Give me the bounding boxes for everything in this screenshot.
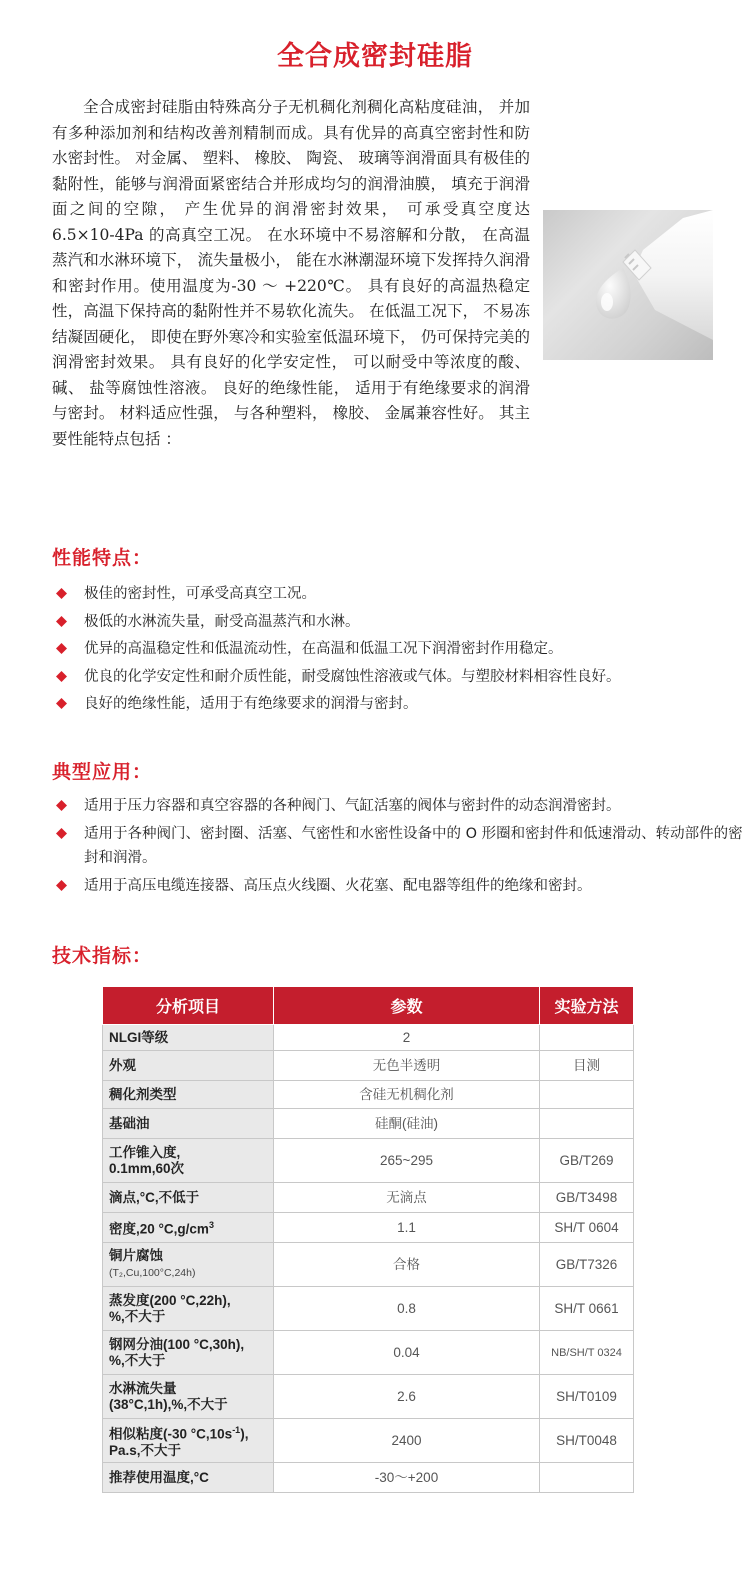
list-item: 良好的绝缘性能，适用于有绝缘要求的润滑与密封。 <box>52 692 747 717</box>
table-row: 密度,20 $^\circ C,g/cm^3$ 1.1 SH/T 0604 <box>103 1213 634 1243</box>
list-item: 适用于高压电缆连接器、高压点火线圈、火花塞、配电器等组件的绝缘和密封。 <box>52 874 747 899</box>
list-item: 适用于各种阀门、密封圈、活塞、气密性和水密性设备中的 O 形圈和密封件和低速滑动、转动部件的密封和润滑。 <box>52 822 747 871</box>
list-item: 极低的水淋流失量，耐受高温蒸汽和水淋。 <box>52 610 747 635</box>
page-title: 全合成密封硅脂 <box>277 41 473 72</box>
column-header: 参数 <box>274 987 540 1025</box>
diamond-bullet-icon <box>56 828 67 839</box>
list-item: 优异的高温稳定性和低温流动性，在高温和低温工况下润滑密封作用稳定。 <box>52 637 747 662</box>
table-row: 铜片腐蚀 (T₂,Cu,100°C,24h) 合格 GB/T7326 <box>103 1243 634 1287</box>
table-row: 水淋流失量 (38°C,1h),%,不大于 2.6 SH/T0109 <box>103 1375 634 1419</box>
intro-paragraph: 全合成密封硅脂由特殊高分子无机稠化剂稠化高粘度硅油， 并加有多种添加剂和结构改善剂精制而成。具有优异的高真空密封性和防水密封性。 对金属、 塑料、 橡胶、 陶瓷、 玻璃等润滑面具有极佳的黏附性，能够与润滑面紧密结合并形成均匀的润滑油膜， 填充于润滑面之间的空隙， 产生优异的润滑密封效果， 可承受真空度达 6.5×10-4Pa 的高真空工况。 在水环境中不易溶解和分散， 在高温蒸汽和水淋环境下， 流失量极小， 能在水淋潮湿环境下发挥持久润滑和密封作用。使用温度为-30 ～ +220℃。 具有良好的高温热稳定性，高温下保持高的黏附性并不易软化流失。 在低温工况下， 不易冻结凝固硬化， 即使在野外寒冷和实验室低温环境下， 仍可保持完美的润滑密封效果。 具有良好的化学安定性， 可以耐受中等浓度的酸、 碱、 盐等腐蚀性溶液。 良好的绝缘性能， 适用于有绝缘要求的润滑与密封。 材料适应性强， 与各种塑料， 橡胶、 金属兼容性好。 其主要性能特点包括 ： <box>52 98 530 448</box>
diamond-bullet-icon <box>56 800 67 811</box>
list-item: 优良的化学安定性和耐介质性能，耐受腐蚀性溶液或气体。与塑胶材料相容性良好。 <box>52 665 747 690</box>
features-heading: 性能特点： <box>52 547 153 569</box>
table-row: 工作锥入度, 0.1mm,60次 265~295 GB/T269 <box>103 1139 634 1183</box>
applications-list <box>52 794 747 901</box>
table-header-row <box>103 987 634 1025</box>
specs-heading: 技术指标： <box>52 945 153 967</box>
list-item: 极佳的密封性，可承受高真空工况。 <box>52 582 747 607</box>
diamond-bullet-icon <box>56 588 67 599</box>
spec-table <box>102 986 634 1493</box>
features-list <box>52 582 747 720</box>
table-row: NLGI等级 2 <box>103 1025 634 1051</box>
diamond-bullet-icon <box>56 880 67 891</box>
column-header: 实验方法 <box>540 987 634 1025</box>
table-row: 钢网分油(100 °C,30h), %,不大于 0.04 NB/SH/T 0324 <box>103 1331 634 1375</box>
table-row: 外观 无色半透明 目测 <box>103 1051 634 1081</box>
table-row: 推荐使用温度,°C -30～+200 <box>103 1463 634 1493</box>
table-row: 蒸发度(200 °C,22h), %,不大于 0.8 SH/T 0661 <box>103 1287 634 1331</box>
product-image <box>543 210 713 360</box>
list-item: 适用于压力容器和真空容器的各种阀门、气缸活塞的阀体与密封件的动态润滑密封。 <box>52 794 747 819</box>
table-row: 基础油 硅酮(硅油) <box>103 1109 634 1139</box>
applications-heading: 典型应用： <box>52 761 153 783</box>
diamond-bullet-icon <box>56 671 67 682</box>
diamond-bullet-icon <box>56 616 67 627</box>
table-row: 稠化剂类型 含硅无机稠化剂 <box>103 1081 634 1109</box>
diamond-bullet-icon <box>56 643 67 654</box>
column-header: 分析项目 <box>103 987 274 1025</box>
table-row: 滴点,°C,不低于 无滴点 GB/T3498 <box>103 1183 634 1213</box>
table-row: 相似粘度(-30 $^\circ C,10s^{-1}$), Pa.s,不大于 2400 SH/T0048 <box>103 1419 634 1463</box>
diamond-bullet-icon <box>56 698 67 709</box>
